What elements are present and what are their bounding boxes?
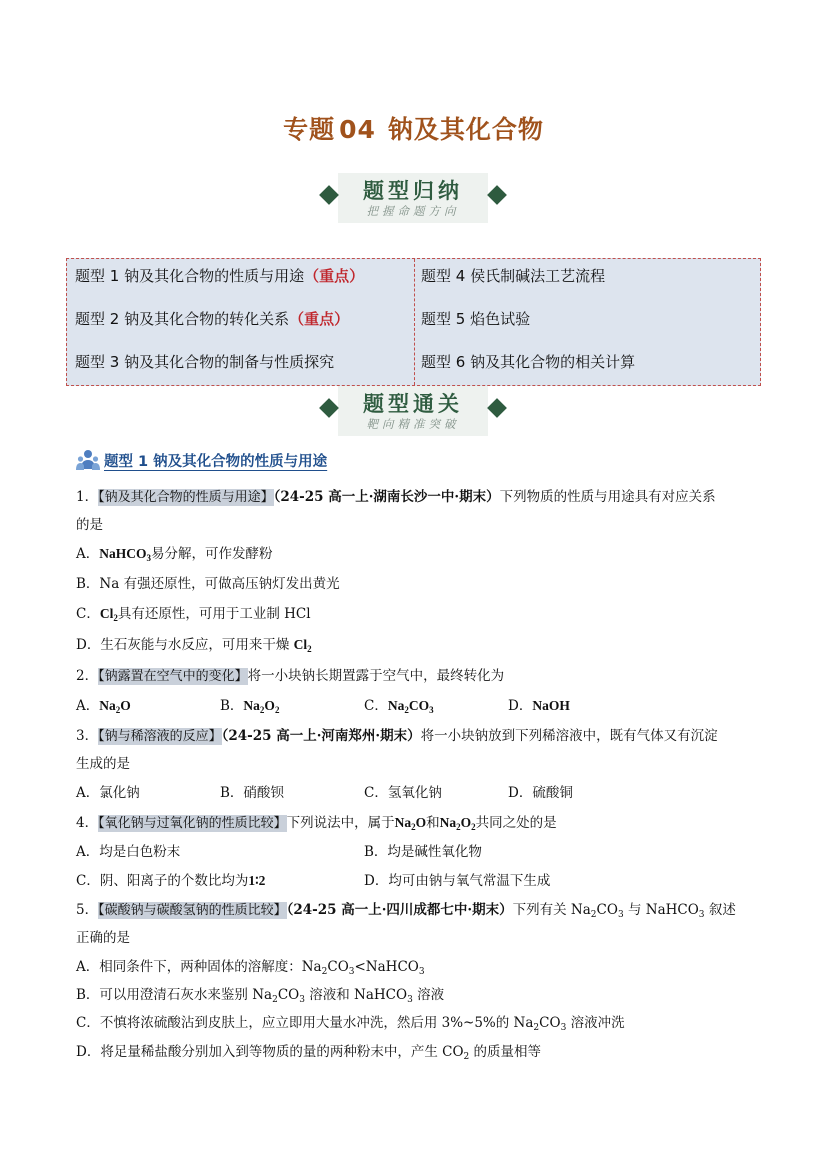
section-title: 题型 1 钠及其化合物的性质与用途: [104, 453, 328, 470]
question-source: （24-25 高一上·湖南长沙一中·期末）: [273, 489, 500, 505]
type-link-2[interactable]: 题型 2 钠及其化合物的转化关系（重点）: [75, 310, 350, 328]
banner-type-practice: [318, 386, 508, 436]
type-link-5[interactable]: 题型 5 焰色试验: [421, 310, 531, 328]
question-source: （24-25 高一上·河南郑州·期末）: [221, 728, 421, 744]
page-title: [0, 110, 827, 146]
type-link-3[interactable]: 题型 3 钠及其化合物的制备与性质探究: [75, 353, 335, 371]
question-tag: 【钠与稀溶液的反应】: [98, 729, 222, 744]
q5-option-d[interactable]: D．将足量稀盐酸分别加入到等物质的量的两种粉末中，产生 $CO_2$ 的质量相等: [76, 1044, 542, 1062]
q1-option-a[interactable]: A．NaHCO$_3$易分解，可作发酵粉: [76, 546, 273, 563]
q4-option-c[interactable]: C．阴、阳离子的个数比均为1∶2: [76, 873, 266, 889]
question-tag: 【钠及其化合物的性质与用途】: [98, 490, 274, 505]
q5-option-c[interactable]: C．不慎将浓硫酸沾到皮肤上，应立即用大量水冲洗，然后用 3%~5%的 $Na_2CO_3$ 溶液冲洗: [76, 1015, 625, 1033]
q1-option-d[interactable]: D．生石灰能与水反应，可用来干燥 $Cl_2$: [76, 637, 312, 654]
people-group-icon: [76, 449, 100, 471]
banner-sub-text: 靶向精准突破: [366, 417, 460, 431]
title-prefix: 专题: [283, 115, 336, 144]
q2-option-d[interactable]: D．NaOH: [508, 698, 570, 714]
q4-option-a[interactable]: A．均是白色粉末: [76, 844, 181, 860]
question-1-stem-cont: 的是: [76, 517, 103, 533]
banner-main-text: 题型通关: [363, 392, 463, 416]
q3-option-c[interactable]: C．氢氧化钠: [364, 785, 442, 801]
type-link-1[interactable]: 题型 1 钠及其化合物的性质与用途（重点）: [75, 267, 365, 285]
question-3-stem-cont: 生成的是: [76, 756, 130, 772]
question-tag: 【钠露置在空气中的变化】: [98, 669, 248, 684]
question-tag: 【氧化钠与过氧化钠的性质比较】: [98, 816, 287, 831]
q3-option-b[interactable]: B．硝酸钡: [220, 785, 284, 801]
question-5-stem-cont: 正确的是: [76, 930, 130, 946]
q1-option-b[interactable]: B．Na 有强还原性，可做高压钠灯发出黄光: [76, 576, 340, 592]
q4-option-b[interactable]: B．均是碱性氧化物: [364, 844, 482, 860]
banner-sub-text: 把握命题方向: [366, 204, 460, 218]
box-divider: [414, 259, 415, 385]
q5-option-a[interactable]: A．相同条件下，两种固体的溶解度：$Na_2CO_3<NaHCO_3$: [76, 959, 425, 977]
title-name: 钠及其化合物: [387, 115, 544, 144]
q3-option-a[interactable]: A．氯化钠: [76, 785, 140, 801]
section-heading: [76, 449, 327, 471]
q2-option-a[interactable]: A．$Na_2O$: [76, 698, 131, 715]
type-link-6[interactable]: 题型 6 钠及其化合物的相关计算: [421, 353, 636, 371]
question-tag: 【碳酸钠与碳酸氢钠的性质比较】: [98, 903, 287, 918]
q4-option-d[interactable]: D．均可由钠与氧气常温下生成: [364, 873, 551, 889]
question-3-stem: 3．【钠与稀溶液的反应】（24-25 高一上·河南郑州·期末）将一小块钠放到下列稀溶液中，既有气体又有沉淀: [76, 728, 718, 744]
type-index-box: [66, 258, 761, 386]
question-1-stem: 1．【钠及其化合物的性质与用途】（24-25 高一上·湖南长沙一中·期末）下列物质的性质与用途具有对应关系: [76, 489, 716, 505]
banner-type-summary: [318, 173, 508, 223]
q2-option-b[interactable]: B．$Na_2O_2$: [220, 698, 280, 715]
question-source: （24-25 高一上·四川成都七中·期末）: [286, 902, 513, 918]
question-2-stem: 2．【钠露置在空气中的变化】将一小块钠长期置露于空气中，最终转化为: [76, 668, 505, 684]
q1-option-c[interactable]: C．$Cl_2$具有还原性，可用于工业制 HCl: [76, 606, 311, 623]
q2-option-c[interactable]: C．$Na_2CO_3$: [364, 698, 434, 715]
question-5-stem: 5．【碳酸钠与碳酸氢钠的性质比较】（24-25 高一上·四川成都七中·期末）下列有关 $Na_2CO_3$ 与 NaHCO$_3$ 叙述: [76, 902, 736, 920]
q3-option-d[interactable]: D．硫酸铜: [508, 785, 573, 801]
type-link-4[interactable]: 题型 4 侯氏制碱法工艺流程: [421, 267, 606, 285]
q5-option-b[interactable]: B．可以用澄清石灰水来鉴别 $Na_2CO_3$ 溶液和 NaHCO$_3$ 溶液: [76, 987, 445, 1005]
title-number: 04: [339, 115, 376, 144]
banner-main-text: 题型归纳: [363, 179, 463, 203]
question-4-stem: 4．【氧化钠与过氧化钠的性质比较】下列说法中，属于$Na_2O$和$Na_2O_2$共同之处的是: [76, 815, 557, 832]
